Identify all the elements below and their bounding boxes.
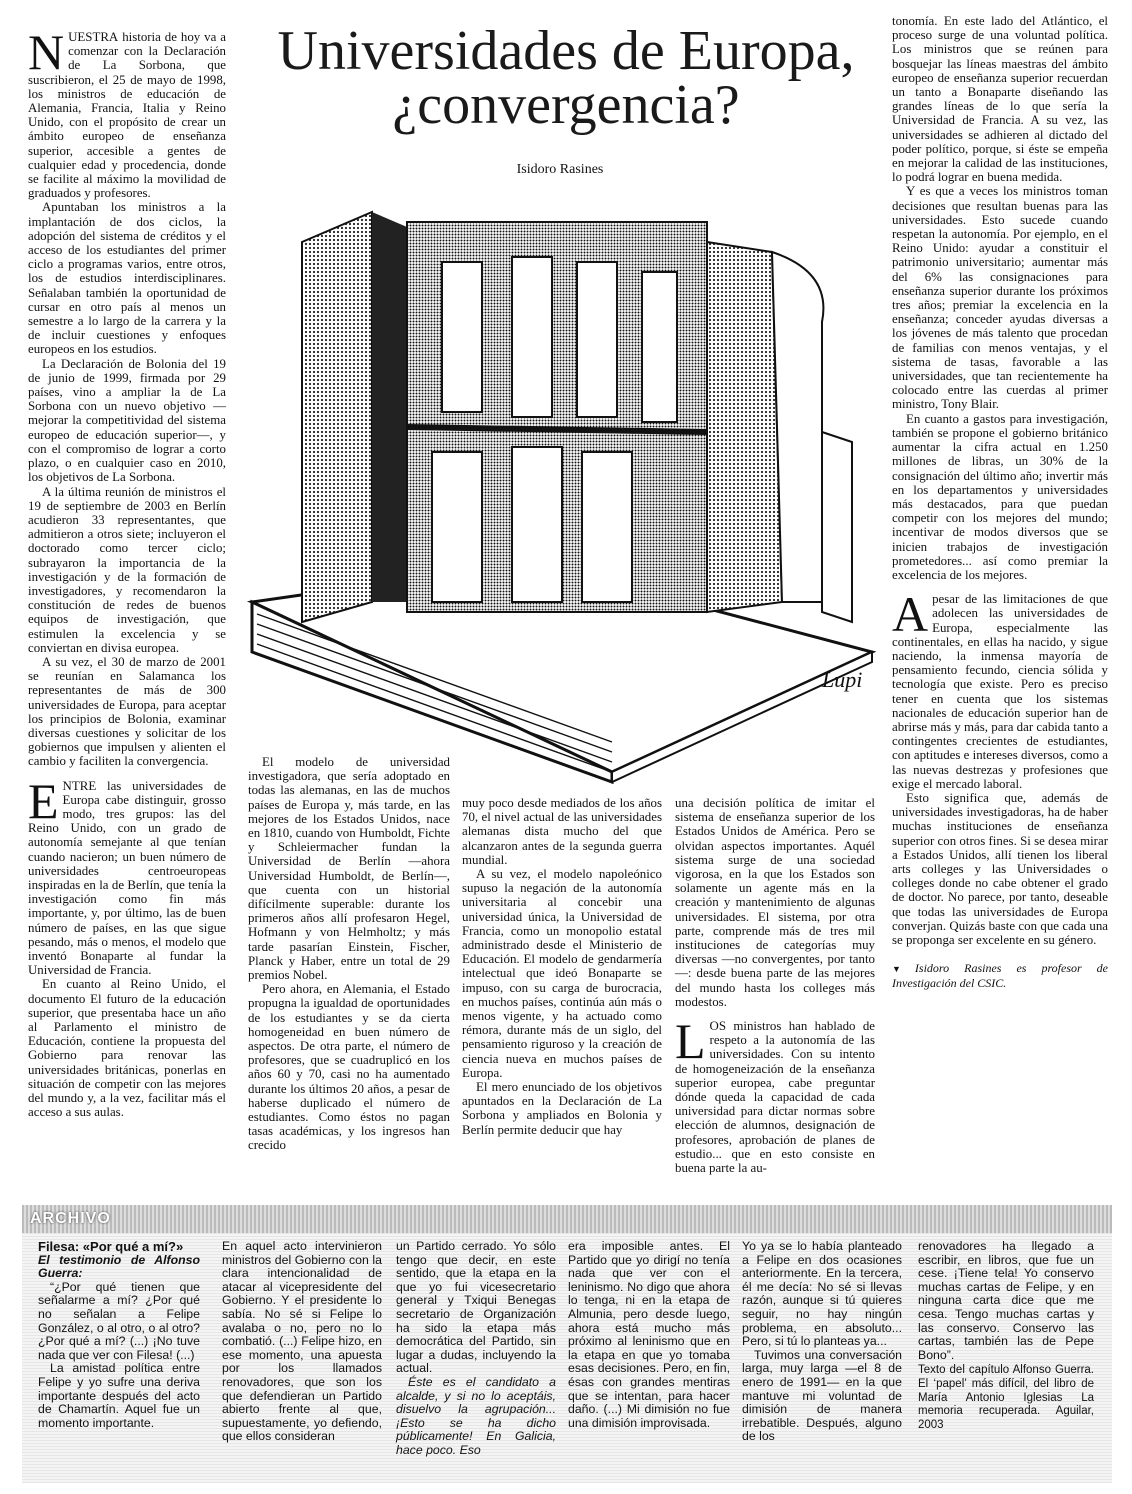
article-paragraph: muy poco desde mediados de los años 70, el nivel actual de las universidades alemanas dista mucho del que alcanzaron antes de la segunda guerra mundial. bbox=[462, 796, 662, 867]
article-column-2 bbox=[248, 755, 450, 1153]
article-paragraph: Apuntaban los ministros a la implantación de dos ciclos, la adopción del sistema de créditos y el acceso de los estudiantes del primer ciclo a programas varios, entre otros, los de estudios interdisciplinares. Señalaban también la oportunidad de cursar en otro país al menos un semestre a lo largo de la carrera y la de incluir cuestiones y enfoques europeos en los estudios. bbox=[28, 200, 226, 357]
archivo-heading: Filesa: «Por qué a mí?» bbox=[38, 1239, 184, 1254]
article-paragraph: Apesar de las limitaciones de que adolecen las universidades de Europa, especialmente las continentales, en ellas ha nacido, y sigue naciendo, la inmensa mayoría de pensamiento fecundo, ciencia sólida y tecnología que existe. Pero es preciso tener en cuenta que los sistemas nacionales de educación superior han de abrirse más y más, para dar cabida tanto a contingentes crecientes de estudiantes, con aptitudes e intereses diversos, como a las nuevas destrezas y profesiones que exige el mercado laboral. bbox=[892, 586, 1108, 791]
archivo-paragraph: un Partido cerrado. Yo sólo tengo que decir, en este sentido, que la etapa en la que yo fui vicesecretario general y Txiqui Benegas secretario de Organización ha sido la etapa más democrática del Partido, sin lugar a dudas, incluyendo la actual. bbox=[396, 1239, 556, 1376]
article-paragraph: tonomía. En este lado del Atlántico, el proceso surge de una voluntad política. Los ministros que se reúnen para bosquejar las líneas maestras del ámbito europeo de enseñanza superior recuerdan un tanto a Bonaparte diseñando las grandes líneas de lo que sería la Universidad de Francia. A su vez, las universidades se adhieren al dictado del poder político, porque, si éste se empeña en mejorar la calidad de las instituciones, lo podrá lograr en buena medida. bbox=[892, 14, 1108, 185]
article-paragraph: NUESTRA historia de hoy va a comenzar con la Declaración de La Sorbona, que suscribieron, el 25 de mayo de 1998, los ministros de educación de Alemania, Francia, Italia y Reino Unido, con el propósito de crear un ámbito europeo de enseñanza superior, accesible a gentes de cualquier edad y procedencia, donde se facilite al máximo la movilidad de graduados y profesores. bbox=[28, 24, 226, 201]
article-paragraph: A su vez, el 30 de marzo de 2001 se reunían en Salamanca los representantes de más de 300 universidades de Europa, para aceptar los principios de Bolonia, examinar diversas cuestiones y solicitar de los gobiernos que impulsen y alienten el cambio y faciliten la convergencia. bbox=[28, 654, 226, 769]
article-paragraph: una decisión política de imitar el sistema de enseñanza superior de los Estados Unidos de América. Pero se olvidan aspectos importantes. Aquél sistema surge de una sociedad vigorosa, en la que los Estados son solamente un agente más en la creación y mantenimiento de algunas universidades. El sistema, por otra parte, comprende más de tres mil instituciones de categorías muy diversas —no convergentes, por tanto—: desde buena parte de las mejores del mundo hasta los colleges más modestos. bbox=[675, 796, 875, 1009]
article-paragraph: Y es que a veces los ministros toman decisiones que resultan buenas para las universidades. Esto sucede cuando respetan la autonomía. Por ejemplo, en el Reino Unido: ayudar a constituir el patrimonio universitario; aumentar más del 6% las consignaciones para enseñanza superior durante los próximos tres años; premiar la excelencia en la enseñanza; conceder ayudas diversas a los jóvenes de más talento que procedan de familias con menos ventajas, y el sistema de tasas, favorable a las universidades, que tan recientemente ha colocado entre las cuerdas al primer ministro, Tony Blair. bbox=[892, 184, 1108, 412]
lead-in: OS bbox=[709, 1019, 727, 1034]
archivo-paragraph: “¿Por qué tienen que señalarme a mí? ¿Por qué no señalan a Felipe González, o al otro, o al otro? ¿Por qué a mí? (...) ¡No tuve nada que ver con Filesa! (...) bbox=[38, 1279, 200, 1362]
archivo-column-1 bbox=[38, 1240, 200, 1430]
archivo-column-2 bbox=[222, 1240, 382, 1444]
archivo-paragraph: La amistad política entre Felipe y yo sufre una deriva importante después del acto de Chamartín. Aquel fue un momento importante. bbox=[38, 1361, 200, 1430]
article-paragraph: Esto significa que, además de universidades investigadoras, ha de haber muchas instituciones de enseñanza superior con otros fines. Si se desea mirar a Estados Unidos, allí tienen los liberal arts colleges y las Universidades o colleges donde no cabe obtener el grado de doctor. No parece, por tanto, deseable que todas las universidades de Europa converjan. Quizás baste con que cada una se proponga ser excelente en su género. bbox=[892, 790, 1108, 947]
illustration-books-building bbox=[232, 182, 902, 794]
archivo-column-6 bbox=[918, 1240, 1094, 1432]
archivo-subheading: El testimonio de Alfonso Guerra: bbox=[38, 1252, 200, 1281]
archivo-column-3 bbox=[396, 1240, 556, 1458]
archivo-source: Texto del capítulo Alfonso Guerra. El ‘papel’ más difícil, del libro de María Antonio Iglesias La memoria recuperada. Aguilar, 2003 bbox=[918, 1364, 1094, 1431]
article-paragraph: A la última reunión de ministros el 19 de septiembre de 2003 en Berlín acudieron 33 representantes, que admitieron a otros siete; incluyeron el doctorado como tercer ciclo; subrayaron la importancia de la investigación y de la formación de investigadores, y recomendaron la constitución de redes de buenos equipos de investigación, que estimulen la excelencia y se conviertan en divisa europea. bbox=[28, 484, 226, 655]
archivo-paragraph: Éste es el candidato a alcalde, y si no lo aceptáis, disuelvo la agrupación...¡Esto se ha dicho públicamente! En Galicia, hace poco. Eso bbox=[396, 1374, 556, 1457]
archivo-band bbox=[22, 1205, 1112, 1233]
illustration-signature: Lupi bbox=[822, 667, 863, 692]
article-column-3 bbox=[462, 796, 662, 1137]
article-paragraph: LOS ministros han hablado de respeto a la autonomía de las universidades. Con su intento de homogeneización de la enseñanza superior europea, cabe preguntar dónde queda la capacidad de cada universidad para dictar normas sobre elección de alumnos, designación de profesores, aprobación de planes de estudio... que en esto consiste en buena parte la au- bbox=[675, 1013, 875, 1176]
archivo-label: ARCHIVO bbox=[30, 1210, 111, 1227]
article-paragraph: En cuanto al Reino Unido, el documento El futuro de la educación superior, que presentaba hace un año al Parlamento el ministro de Educación, contiene la propuesta del Gobierno para renovar las universidades británicas, ponerlas en situación de competir con las mejores del mundo y, a la vez, facilitar más el acceso a sus aulas. bbox=[28, 977, 226, 1120]
article-author: Isidoro Rasines bbox=[516, 162, 604, 177]
archivo-paragraph: Yo ya se lo había planteado a Felipe en dos ocasiones anteriormente. En la tercera, él me decía: No sé si llevas razón, aunque si tú quieres seguir, no hay ningún problema, en absoluto... Pero, si tú lo planteas ya... bbox=[742, 1239, 902, 1349]
drop-cap: N bbox=[28, 24, 65, 80]
article-paragraph: ENTRE las universidades de Europa cabe distinguir, grosso modo, tres grupos: las del Reino Unido, con un grado de autonomía semejante al que tenían cuando nacieron; un buen número de universidades centroeuropeas inspiradas en la de Berlín, que tenía la investigación como fin más importante, y, por último, las de buen número de países, en las que sigue pesando, más o menos, el modelo que inventó Bonaparte al fundar la Universidad de Francia. bbox=[28, 772, 226, 978]
article-paragraph: A su vez, el modelo napoleónico supuso la negación de la autonomía universitaria al concebir una universidad única, la Universidad de Francia, como un monopolio estatal administrado desde el Ministerio de Educación. El modelo de gendarmería intelectual que ideó Bonaparte se impuso, con su carga de burocracia, en muchos países, continúa aún más o menos vigente, y ha actuado como rémora, durante más de un siglo, del pensamiento riguroso y la creación de ciencia nueva en muchos países de Europa. bbox=[462, 867, 662, 1080]
archivo-paragraph: era imposible antes. El Partido que yo dirigí no tenía nada que ver con el leninismo. No digo que ahora lo tenga, ni en la etapa de Almunia, pero desde luego, ahora está mucho más próximo al leninismo que en la etapa en que yo tomaba esas decisiones. Pero, en fin, ésas con grandes mentiras que se intentan, para hacer daño. (...) Mi dimisión no fue una dimisión improvisada. bbox=[568, 1239, 730, 1430]
article-paragraph: El mero enunciado de los objetivos apuntados en la Declaración de La Sorbona y ampliados en Bolonia y Berlín permite deducir que hay bbox=[462, 1080, 662, 1137]
archivo-paragraph: Tuvimos una conversación larga, muy larga —el 8 de enero de 1991— en la que mantuve mi voluntad de dimisión de manera irrebatible. Después, alguno de los bbox=[742, 1347, 902, 1444]
article-column-1 bbox=[28, 24, 226, 1120]
article-column-5 bbox=[892, 14, 1108, 991]
archivo-column-4 bbox=[568, 1240, 730, 1430]
article-column-4 bbox=[675, 796, 875, 1175]
drop-cap: A bbox=[892, 586, 929, 643]
drop-cap: E bbox=[28, 772, 59, 829]
article-paragraph: La Declaración de Bolonia del 19 de junio de 1999, firmada por 29 países, vino a ampliar la de La Sorbona con un nuevo objetivo —mejorar la competitividad del sistema europeo de educación superior—, y con el compromiso de lograr a corto plazo, o en cualquier caso en 2010, los objetivos de La Sorbona. bbox=[28, 356, 226, 485]
article-title: Universidades de Europa, ¿convergencia? bbox=[277, 20, 855, 136]
archivo-paragraph: En aquel acto intervinieron ministros del Gobierno con la clara intencionalidad de atacar al vicepresidente del Gobierno. Y el presidente lo sabía. No sé si Felipe lo avalaba o no, pero no lo combatió. (...) Felipe hizo, en ese momento, una apuesta por los llamados renovadores, que son los que defendieran un Partido abierto frente al que, supuestamente, yo defiendo, que ellos consideran bbox=[222, 1239, 382, 1444]
article-paragraph: El modelo de universidad investigadora, que sería adoptado en todas las alemanas, en las de muchos países de Europa y, más tarde, en las mejores de los Estados Unidos, nace en 1810, cuando von Humboldt, Fichte y Schleiermacher fundan la Universidad de Berlín —ahora Universidad Humboldt, de Berlín—, que cuenta con un historial difícilmente superable: durante los primeros años allí profesaron Hegel, Hofmann y von Helmholtz; y más tarde pasarían Einstein, Fischer, Planck y Haber, entre un total de 29 premios Nobel. bbox=[248, 755, 450, 983]
lead-in: NTRE bbox=[62, 778, 97, 793]
lead-in: UESTRA bbox=[68, 30, 119, 44]
archivo-column-5 bbox=[742, 1240, 902, 1444]
drop-cap: L bbox=[675, 1013, 706, 1070]
article-paragraph: Pero ahora, en Alemania, el Estado propugna la igualdad de oportunidades de los estudiantes y se da cierta homogeneidad en buen número de aspectos. De otra parte, el número de profesores, que se cuadruplicó en los años 60 y 70, casi no ha aumentado durante los últimos 20 años, a pesar de haberse duplicado el número de estudiantes. Como éstos no pagan tasas académicas, y los ingresos han crecido bbox=[248, 982, 450, 1153]
archivo-paragraph: renovadores ha llegado a escribir, en libros, que fue un cese. ¡Tiene tela! Yo conservo muchas cartas de Felipe, y en ninguna carta dice que me cesa. Tengo muchas cartas y las conservo. Conservo las cartas, también las de Pepe Bono”. bbox=[918, 1239, 1094, 1362]
article-paragraph: En cuanto a gastos para investigación, también se propone el gobierno británico aumentar la cifra actual en 1.250 millones de libras, un 30% de la consignación del último año; invertir más en los departamentos y universidades más destacados, para que puedan competir con los mejores del mundo; incentivar de modos diversos que se inicien trabajos de investigación prometedores... así como premiar la excelencia de los mejores. bbox=[892, 411, 1108, 582]
author-signature: ▼ Isidoro Rasines es profesor de Investigación del CSIC. bbox=[892, 961, 1108, 990]
